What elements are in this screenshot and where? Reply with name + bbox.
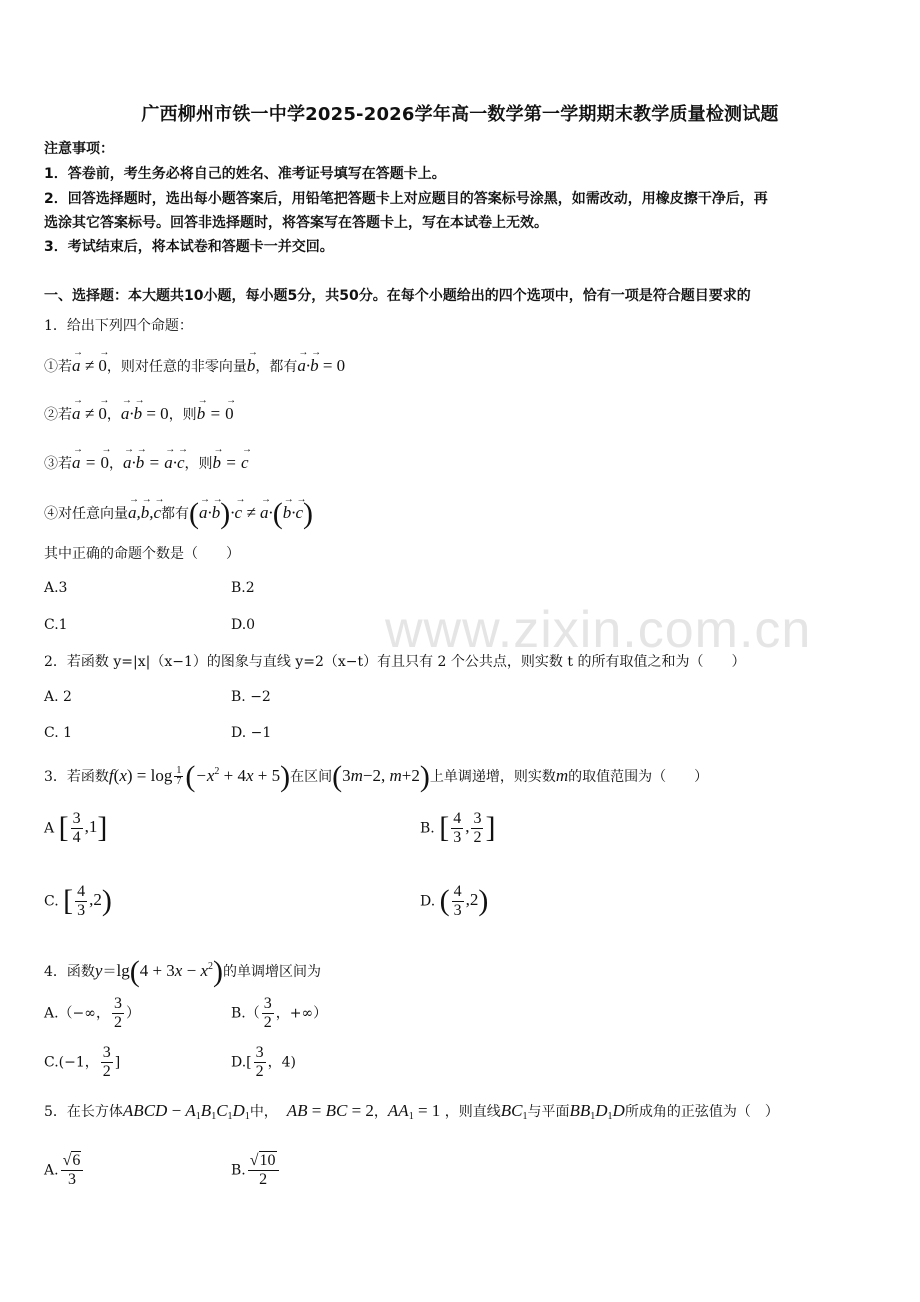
q1-p2-prefix: ②若 (44, 407, 72, 423)
q4-option-b-end: ，+∞） (275, 1005, 328, 1022)
q2-option-b: B. −2 (231, 689, 271, 705)
q3-prefix: 3．若函数 (44, 768, 109, 785)
q3-option-d: D. ( $\frac{4}{3}$ ,2) (420, 883, 489, 919)
q1-stem: 1．给出下列四个命题： (44, 318, 193, 334)
notice-item-3: 3．考试结束后，将本试卷和答题卡一并交回。 (44, 239, 334, 255)
q4-stem: 4．函数$y=\lg(4 + 3x - x^2)$的单调增区间为 (44, 955, 321, 988)
q1-p3-prefix: ③若 (44, 456, 72, 472)
q4-option-d: D.[ $\frac{3}{2}$ ，4) (231, 1044, 297, 1080)
q1-p3-mid: ，则 (184, 456, 213, 472)
q3-stem: 3．若函数f(x) = log $\frac{1}{7}$ $(-x^2 + 4x + 5)$在区间(3m−2, m+2)上单调递增，则实数m的取值范围为（ ） (44, 760, 709, 793)
q1-proposition-3: ③若→ a = → 0，→ a·→ b = → a·→ c，则→ b = → c (44, 453, 249, 473)
q2-option-a: A. 2 (44, 689, 72, 705)
q1-question: 其中正确的命题个数是（ ） (44, 546, 240, 562)
q4-option-b-label: B.（ (231, 1005, 260, 1022)
q5-option-a-label: A. (44, 1162, 59, 1179)
q2-stem: 2．若函数 y=|x|（x−1）的图象与直线 y=2（x−t）有且只有 2 个公共点，则实数 t 的所有取值之和为（ ） (44, 654, 746, 670)
q3-option-a: A [ $\frac{3}{4}$ ,1] (44, 810, 108, 846)
section-heading: 一、选择题：本大题共10小题，每小题5分，共50分。在每个小题给出的四个选项中，恰有一项是符合题目要求的 (44, 288, 751, 304)
q5-mid2: ，则直线 (444, 1104, 501, 1120)
notice-item-2: 2．回答选择题时，选出每小题答案后，用铅笔把答题卡上对应题目的答案标号涂黑，如需改动，用橡皮擦干净后，再 (44, 191, 768, 207)
q1-p2-mid: ，则 (168, 407, 197, 423)
q4-option-a: A.（−∞， $\frac{3}{2}$ ） (44, 995, 140, 1031)
q4-option-c-label: C.(−1， (44, 1054, 99, 1071)
q1-proposition-1: ①若→ a ≠ → 0，则对任意的非零向量→ b，都有→ a·→ b = 0 (44, 356, 345, 376)
q5-option-a: A. $\frac{√6}{3}$ (44, 1152, 85, 1189)
q1-proposition-2: ②若→ a ≠ → 0，→ a·→ b = 0，则→ b = → 0 (44, 404, 234, 424)
q5-prefix: 5．在长方体 (44, 1104, 123, 1120)
q3-mid2: 上单调递增，则实数 (429, 768, 556, 785)
q1-option-a: A.3 (44, 580, 68, 596)
q3-var-m: m (555, 765, 569, 785)
q3-option-d-label: D. (420, 893, 436, 910)
q3-option-a-label: A (44, 820, 55, 837)
q1-p4-mid: 都有 (161, 505, 190, 522)
q3-option-c-label: C. (44, 893, 59, 910)
q5-end: 所成角的正弦值为（ ） (624, 1104, 779, 1120)
q2-option-c: C. 1 (44, 725, 73, 741)
q3-mid: 在区间 (290, 768, 333, 785)
q5-mid: 中， (249, 1104, 278, 1120)
q3-end: 的取值范围为（ ） (568, 768, 709, 785)
notice-item-1: 1．答卷前，考生务必将自己的姓名、准考证号填写在答题卡上。 (44, 166, 446, 182)
q4-option-d-end: ，4) (267, 1054, 297, 1071)
page-title: 广西柳州市铁一中学2025-2026学年高一数学第一学期期末教学质量检测试题 (141, 104, 779, 125)
q4-option-c: C.(−1， $\frac{3}{2}$ ] (44, 1044, 121, 1080)
q1-option-d: D.0 (231, 617, 256, 633)
q4-end: 的单调增区间为 (222, 963, 321, 980)
q4-option-d-label: D.[ (231, 1054, 252, 1071)
q4-option-c-end: ] (114, 1054, 121, 1071)
q5-sep: ， (373, 1104, 388, 1120)
q5-option-b: B. $\frac{√10}{2}$ (231, 1152, 281, 1189)
q1-option-b: B.2 (231, 580, 255, 596)
notice-item-2-cont: 选涂其它答案标号。回答非选择题时，将答案写在答题卡上，写在本试卷上无效。 (44, 215, 548, 231)
q1-p1-prefix: ①若 (44, 359, 72, 375)
q4-var-y: y (94, 960, 103, 980)
watermark: www.zixin.com.cn (385, 601, 812, 659)
q4-option-b: B.（ $\frac{3}{2}$ ，+∞） (231, 995, 328, 1031)
q1-option-c: C.1 (44, 617, 68, 633)
q3-option-b-label: B. (420, 820, 435, 837)
q5-stem: 5．在长方体ABCD − $A_1B_1C_1D_1$中， AB = BC = 2，$AA_1 = 1$ ，则直线$BC_1$与平面$BB_1D_1D$所成角的正弦值为（ ） (44, 1101, 779, 1122)
q4-option-a-label: A.（−∞， (44, 1005, 110, 1022)
q3-option-b: B. [ $\frac{4}{3}$ , $\frac{3}{2}$ ] (420, 810, 496, 846)
q1-p4-prefix: ④对任意向量 (44, 505, 128, 522)
q2-option-d: D. −1 (231, 725, 272, 741)
q1-proposition-4: ④对任意向量→ a,→ b,→ c都有(→ a·→ b)·→ c ≠ → a·(→ b·→ c) (44, 497, 313, 531)
q1-p1-mid2: ，都有 (255, 359, 298, 375)
notice-heading: 注意事项： (44, 141, 114, 157)
q3-option-c: C. [ $\frac{4}{3}$ ,2) (44, 883, 112, 919)
q4-prefix: 4．函数 (44, 963, 95, 980)
q5-option-b-label: B. (231, 1162, 246, 1179)
q1-p1-mid: ，则对任意的非零向量 (106, 359, 247, 375)
q4-option-a-end: ） (125, 1005, 140, 1022)
q5-mid3: 与平面 (527, 1104, 570, 1120)
q4-eq: ＝ (102, 963, 117, 980)
